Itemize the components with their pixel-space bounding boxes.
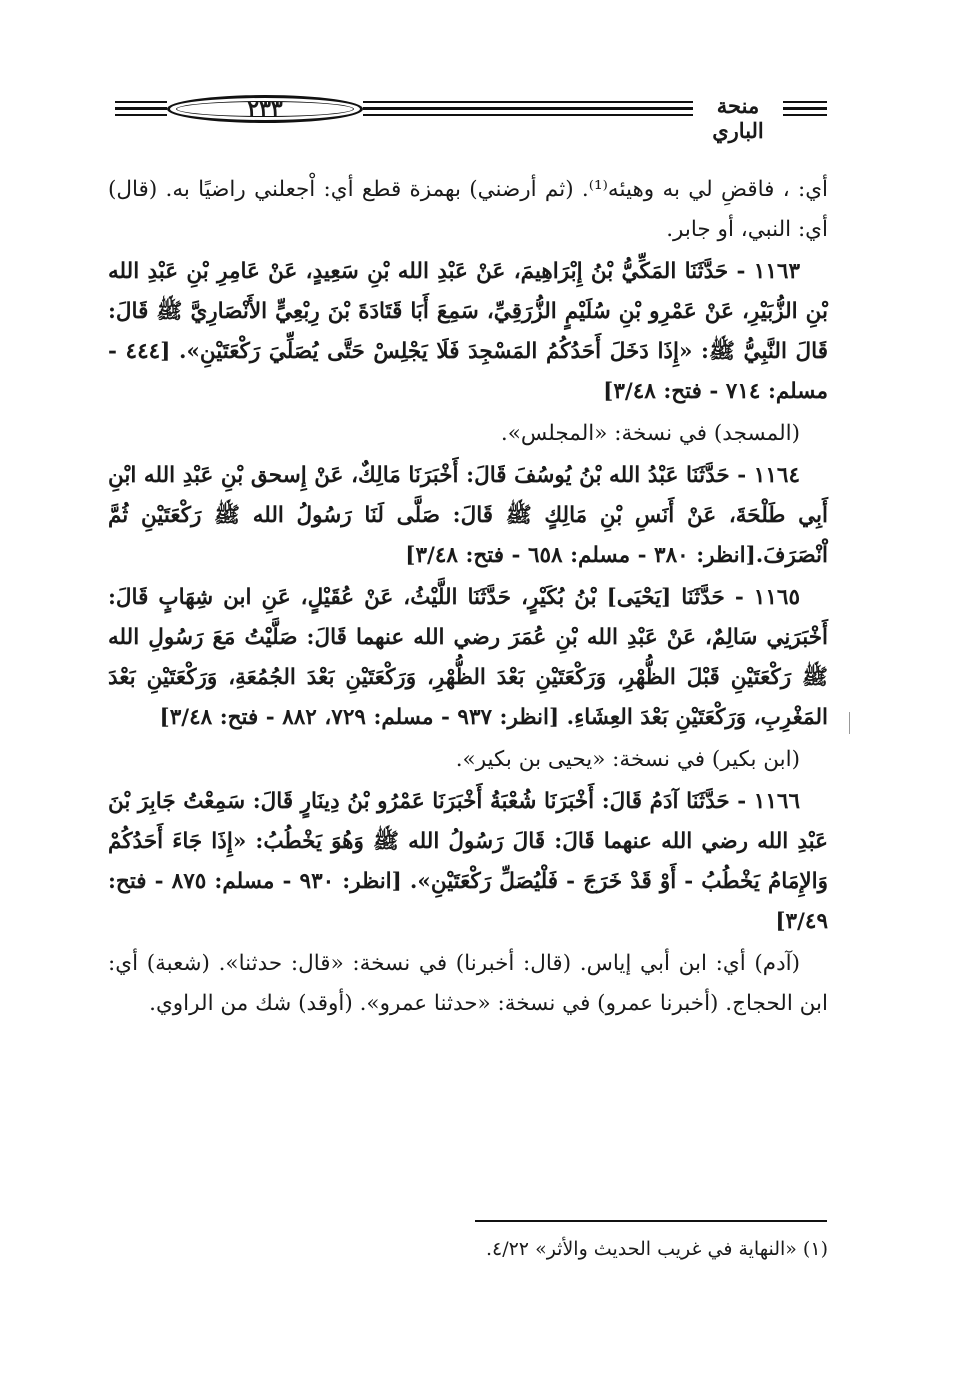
margin-mark [849, 712, 850, 734]
page-body [108, 170, 828, 1026]
footnote-divider [475, 1220, 827, 1222]
commentary-paragraph: أي: ، فاقضِ لي به وهيئه⁽¹⁾. (ثم أرضني) بهمزة قطع أي: اْجعلني راضيًا به. (قال) أي: النبي، أو جابر. [108, 177, 829, 242]
commentary-paragraph: (آدم) أي: ابن أبي إياس. (قال: أخبرنا) في نسخة: «قال: حدثنا». (شعبة) أي: ابن الحجاج. (أخبرنا عمرو) في نسخة: «حدثنا عمرو». (أوقد) شك من الراوي. [108, 951, 828, 1016]
page-header [115, 93, 827, 143]
header-rule-right [783, 95, 827, 125]
header-rule-middle [363, 95, 693, 125]
hadith-1165: ١١٦٥ - حَدَّثَنَا [يَحْيَى] بْنُ بُكَيْرٍ، حَدَّثَنَا اللَّيْثُ، عَنْ عُقَيْلٍ، عَنِ ابن شِهَابٍ قَالَ: أَخْبَرَنِي سَالِمٌ، عَنْ عَبْدِ الله بْنِ عُمَرَ رضي الله عنهما قَالَ: صَلَّيْتُ مَعَ رَسُولِ الله ﷺ رَكْعَتَيْنِ قَبْلَ الظُّهْرِ، وَرَكْعَتَيْنِ بَعْدَ الظُّهْرِ، وَرَكْعَتَيْنِ بَعْدَ الجُمُعَةِ، وَرَكْعَتَيْنِ بَعْدَ المَغْرِبِ، وَرَكْعَتَيْنِ بَعْدَ العِشَاءِ. [انظر: ٩٣٧ - مسلم: ٧٢٩، ٨٨٢ - فتح: ٣/٤٨] [108, 585, 828, 730]
page-number: ٢٣٣ [167, 95, 363, 123]
hadith-1166: ١١٦٦ - حَدَّثَنَا آدَمُ قَالَ: أَخْبَرَنَا شُعْبَةُ أَخْبَرَنَا عَمْرُو بْنُ دِينَارٍ قَالَ: سَمِعْتُ جَابِرَ بْنَ عَبْدِ الله رضي الله عنهما قَالَ: قَالَ رَسُولُ الله ﷺ وَهُوَ يَخْطُبُ: «إِذَا جَاءَ أَحَدُكُمْ وَالإِمَامُ يَخْطُبُ - أَوْ قَدْ خَرَجَ - فَلْيُصَلِّ رَكْعَتَيْنِ». [انظر: ٩٣٠ - مسلم: ٨٧٥ - فتح: ٣/٤٩] [108, 789, 828, 934]
commentary-paragraph: (ابن بكير) في نسخة: «يحيى بن بكير». [455, 747, 800, 772]
hadith-1163: ١١٦٣ - حَدَّثَنَا المَكِّيُّ بْنُ إِبْرَاهِيمَ، عَنْ عَبْدِ الله بْنِ سَعِيدٍ، عَنْ عَامِرِ بْنِ عَبْدِ الله بْنِ الزُّبَيْرِ، عَنْ عَمْرِو بْنِ سُلَيْمٍ الزُّرَقِيِّ، سَمِعَ أَبَا قَتَادَةَ بْنَ رِبْعِيٍّ الأَنْصَارِيَّ ﷺ قَالَ: قَالَ النَّبِيُّ ﷺ: «إِذَا دَخَلَ أَحَدُكُمُ المَسْجِدَ فَلَا يَجْلِسْ حَتَّى يُصَلِّيَ رَكْعَتَيْنِ». [٤٤٤ - مسلم: ٧١٤ - فتح: ٣/٤٨] [108, 259, 828, 404]
header-rule-left [115, 95, 167, 125]
footnote: (١) «النهاية في غريب الحديث والأثر» ٤/٢٢. [485, 1238, 828, 1260]
commentary-paragraph: (المسجد) في نسخة: «المجلس». [500, 421, 800, 446]
book-title: منحة الباري [712, 93, 764, 143]
hadith-1164: ١١٦٤ - حَدَّثَنَا عَبْدُ الله بْنُ يُوسُفَ قَالَ: أَخْبَرَنَا مَالِكٌ، عَنْ إِسحق بْنِ عَبْدِ الله ابْنِ أَبِي طَلْحَةَ، عَنْ أَنَسِ بْنِ مَالِكٍ ﷺ قَالَ: صَلَّى لَنَا رَسُولُ الله ﷺ رَكْعَتَيْنِ ثُمَّ اْنْصَرَفَ.[انظر: ٣٨٠ - مسلم: ٦٥٨ - فتح: ٣/٤٨] [108, 463, 828, 568]
